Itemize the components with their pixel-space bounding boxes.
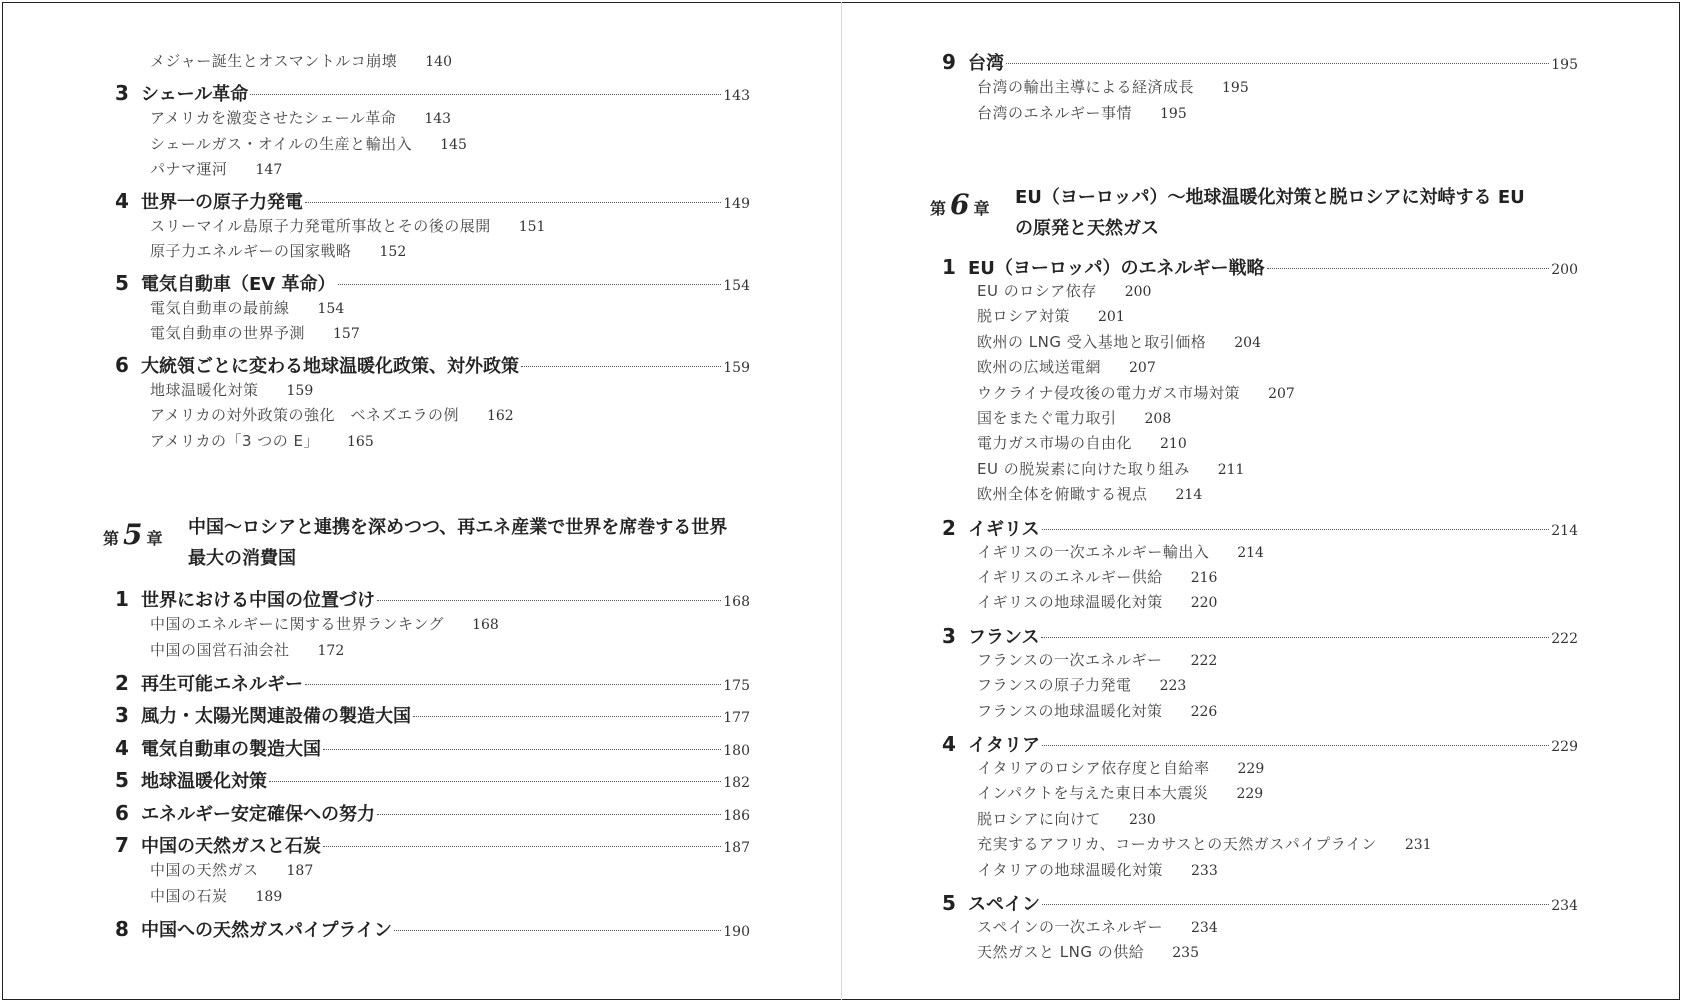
toc-section-entry[interactable] xyxy=(115,800,750,826)
section-number: 3 xyxy=(115,81,129,105)
section-page-number: 177 xyxy=(723,710,750,726)
subsection-title: フランスの原子力発電 xyxy=(977,676,1132,695)
subsection-page-number: 208 xyxy=(1144,411,1172,427)
subsection-page-number: 200 xyxy=(1124,284,1152,300)
section-number: 5 xyxy=(115,768,129,792)
chapter-label xyxy=(930,188,990,221)
subsection-title: 天然ガスと LNG の供給 xyxy=(977,943,1145,962)
toc-subsection-entry[interactable] xyxy=(977,649,1217,671)
subsection-title: シェールガス・オイルの生産と輸出入 xyxy=(150,134,413,153)
subsection-page-number: 165 xyxy=(347,433,374,450)
toc-subsection-entry[interactable] xyxy=(977,833,1432,855)
section-page-number: 229 xyxy=(1551,739,1578,755)
section-title: 中国への天然ガスパイプライン xyxy=(141,919,392,941)
toc-subsection-entry[interactable] xyxy=(977,407,1171,429)
toc-subsection-entry[interactable] xyxy=(977,757,1264,779)
toc-subsection-entry[interactable] xyxy=(150,322,360,344)
dot-leader xyxy=(250,94,721,95)
section-title: スペイン xyxy=(968,894,1040,915)
subsection-title: イギリスの一次エネルギー輸出入 xyxy=(977,542,1210,561)
toc-subsection-entry[interactable] xyxy=(977,541,1264,563)
section-number: 7 xyxy=(115,833,129,857)
subsection-page-number: 154 xyxy=(317,300,345,317)
subsection-page-number: 152 xyxy=(379,244,407,260)
subsection-page-number: 211 xyxy=(1217,461,1245,478)
toc-subsection-entry[interactable] xyxy=(977,941,1199,963)
section-page-number: 180 xyxy=(723,742,750,759)
section-page-number: 175 xyxy=(723,677,750,694)
section-number: 8 xyxy=(115,916,129,941)
subsection-title: 地球温暖化対策 xyxy=(150,380,259,399)
subsection-page-number: 233 xyxy=(1191,862,1218,879)
toc-subsection-entry[interactable] xyxy=(977,916,1218,938)
subsection-page-number: 234 xyxy=(1191,920,1218,936)
section-title: フランス xyxy=(968,626,1040,648)
toc-subsection-entry[interactable] xyxy=(977,808,1156,830)
section-number: 6 xyxy=(115,352,129,377)
section-page-number: 214 xyxy=(1551,522,1578,539)
chapter-prefix: 第 xyxy=(930,199,947,218)
section-page-number: 190 xyxy=(723,923,750,940)
section-title: EU（ヨーロッパ）のエネルギー戦略 xyxy=(968,258,1265,279)
toc-section-entry[interactable] xyxy=(115,188,750,214)
section-number: 3 xyxy=(942,623,956,648)
section-page-number: 200 xyxy=(1551,262,1578,278)
chapter-title xyxy=(188,512,748,574)
subsection-page-number: 220 xyxy=(1190,595,1218,612)
subsection-page-number: 195 xyxy=(1160,105,1187,122)
section-title: 再生可能エネルギー xyxy=(141,673,303,695)
section-title: イギリス xyxy=(968,518,1040,540)
subsection-title: イタリアのロシア依存度と自給率 xyxy=(977,759,1210,777)
toc-subsection-entry[interactable] xyxy=(977,280,1151,302)
subsection-page-number: 226 xyxy=(1190,703,1218,720)
section-number: 1 xyxy=(942,255,956,279)
subsection-page-number: 235 xyxy=(1172,945,1199,962)
toc-subsection-entry[interactable] xyxy=(977,591,1217,613)
subsection-title: 脱ロシア対策 xyxy=(977,307,1071,326)
toc-subsection-entry[interactable] xyxy=(977,674,1186,696)
subsection-title: 原子力エネルギーの国家戦略 xyxy=(150,242,352,260)
dot-leader xyxy=(1267,268,1550,269)
subsection-page-number: 157 xyxy=(333,326,360,342)
section-number: 5 xyxy=(115,270,129,295)
chapter-title xyxy=(1015,182,1575,244)
subsection-title: アメリカの対外政策の強化 ベネズエラの例 xyxy=(150,406,459,424)
subsection-page-number: 229 xyxy=(1236,786,1264,803)
dot-leader xyxy=(323,846,721,847)
subsection-title: 電気自動車の世界予測 xyxy=(150,324,306,342)
subsection-title: 国をまたぐ電力取引 xyxy=(977,409,1117,427)
subsection-title: 中国の国営石油会社 xyxy=(150,640,290,659)
chapter-label xyxy=(103,518,163,551)
dot-leader xyxy=(521,366,721,367)
dot-leader xyxy=(269,781,721,782)
subsection-page-number: 231 xyxy=(1404,837,1432,854)
section-number: 4 xyxy=(115,735,129,760)
section-page-number: 195 xyxy=(1551,57,1578,73)
subsection-title: 台湾の輸出主導による経済成長 xyxy=(977,78,1195,96)
section-page-number: 143 xyxy=(723,88,750,104)
toc-section-entry[interactable] xyxy=(115,767,750,793)
page-gutter xyxy=(841,2,842,1000)
subsection-page-number: 222 xyxy=(1190,652,1218,669)
subsection-title: スペインの一次エネルギー xyxy=(977,918,1164,936)
subsection-page-number: 216 xyxy=(1190,570,1218,586)
subsection-page-number: 223 xyxy=(1159,678,1187,695)
subsection-title: イタリアの地球温暖化対策 xyxy=(977,860,1164,879)
toc-subsection-entry[interactable] xyxy=(150,133,467,155)
section-number: 5 xyxy=(942,891,956,915)
toc-subsection-entry[interactable] xyxy=(977,432,1187,454)
chapter-number: 6 xyxy=(950,188,970,221)
dot-leader xyxy=(377,600,721,601)
subsection-title: 脱ロシアに向けて xyxy=(977,809,1102,828)
subsection-title: パナマ運河 xyxy=(150,160,228,178)
subsection-page-number: 159 xyxy=(286,382,314,399)
toc-section-entry[interactable] xyxy=(942,49,1578,75)
section-title: 世界における中国の位置づけ xyxy=(141,590,375,611)
toc-section-entry[interactable] xyxy=(115,270,750,296)
subsection-title: EU のロシア依存 xyxy=(977,282,1097,300)
toc-subsection-entry[interactable] xyxy=(150,158,282,180)
toc-subsection-entry[interactable] xyxy=(977,859,1218,881)
toc-subsection-entry[interactable] xyxy=(977,700,1217,722)
toc-section-entry[interactable] xyxy=(115,670,750,696)
subsection-title: イギリスの地球温暖化対策 xyxy=(977,593,1163,612)
section-title: 風力・太陽光関連設備の製造大国 xyxy=(141,706,411,727)
section-page-number: 182 xyxy=(723,775,750,791)
subsection-title: 欧州全体を俯瞰する視点 xyxy=(977,485,1148,504)
toc-subsection-entry[interactable] xyxy=(977,483,1202,505)
toc-subsection-entry[interactable] xyxy=(150,379,313,401)
toc-subsection-entry[interactable] xyxy=(977,305,1125,327)
toc-section-entry[interactable] xyxy=(115,586,750,612)
subsection-page-number: 151 xyxy=(518,218,546,235)
dot-leader xyxy=(1006,63,1549,64)
chapter-suffix: 章 xyxy=(146,529,163,548)
toc-subsection-entry[interactable] xyxy=(977,356,1156,378)
section-title: 電気自動車（EV 革命） xyxy=(141,273,336,295)
toc-subsection-entry[interactable] xyxy=(150,215,545,237)
toc-section-entry[interactable] xyxy=(115,702,750,728)
toc-subsection-entry[interactable] xyxy=(150,885,282,907)
dot-leader xyxy=(305,202,721,203)
subsection-page-number: 168 xyxy=(472,617,499,633)
section-title: エネルギー安定確保への努力 xyxy=(141,803,375,825)
section-title: 台湾 xyxy=(968,53,1004,74)
subsection-page-number: 201 xyxy=(1098,309,1125,326)
section-number: 3 xyxy=(115,703,129,727)
chapter-number: 5 xyxy=(123,518,143,551)
subsection-page-number: 172 xyxy=(317,642,345,659)
section-number: 4 xyxy=(942,732,956,756)
toc-subsection-entry[interactable] xyxy=(977,76,1249,98)
toc-subsection-entry[interactable] xyxy=(150,859,313,881)
section-number: 6 xyxy=(115,800,129,825)
toc-subsection-entry[interactable] xyxy=(150,107,451,129)
section-number: 1 xyxy=(115,587,129,611)
section-page-number: 186 xyxy=(723,807,750,824)
subsection-title: 中国のエネルギーに関する世界ランキング xyxy=(150,615,445,633)
dot-leader xyxy=(413,716,721,717)
subsection-page-number: 162 xyxy=(486,408,514,424)
subsection-title: ウクライナ侵攻後の電力ガス市場対策 xyxy=(977,383,1241,402)
subsection-title: 欧州の LNG 受入基地と取引価格 xyxy=(977,332,1207,351)
section-number: 2 xyxy=(115,670,129,695)
section-number: 9 xyxy=(942,50,956,74)
subsection-title: インパクトを与えた東日本大震災 xyxy=(977,784,1209,803)
section-page-number: 159 xyxy=(723,359,750,376)
subsection-title: スリーマイル島原子力発電所事故とその後の展開 xyxy=(150,216,491,235)
section-title: 世界一の原子力発電 xyxy=(141,191,303,213)
toc-section-entry[interactable] xyxy=(115,916,750,942)
dot-leader xyxy=(305,684,721,685)
subsection-page-number: 195 xyxy=(1222,80,1249,96)
section-number: 2 xyxy=(942,515,956,540)
toc-section-entry[interactable] xyxy=(942,254,1578,280)
subsection-page-number: 145 xyxy=(440,136,467,153)
toc-subsection-entry[interactable] xyxy=(150,404,514,426)
toc-subsection-entry[interactable] xyxy=(977,331,1261,353)
section-number: 4 xyxy=(115,188,129,213)
dot-leader xyxy=(377,814,721,815)
section-page-number: 222 xyxy=(1551,630,1578,647)
toc-subsection-entry[interactable] xyxy=(977,458,1244,480)
subsection-title: 中国の石炭 xyxy=(150,886,228,905)
chapter-title-line2: の原発と天然ガス xyxy=(1015,218,1159,239)
dot-leader xyxy=(1042,904,1549,905)
subsection-title: フランスの地球温暖化対策 xyxy=(977,701,1163,720)
toc-subsection-entry[interactable] xyxy=(977,566,1217,588)
section-page-number: 149 xyxy=(723,195,750,212)
subsection-title: 電力ガス市場の自由化 xyxy=(977,434,1133,453)
subsection-page-number: 230 xyxy=(1129,811,1156,828)
section-page-number: 154 xyxy=(723,277,750,294)
subsection-title: アメリカを激変させたシェール革命 xyxy=(150,109,397,127)
toc-section-entry[interactable] xyxy=(115,80,750,106)
subsection-title: アメリカの「3 つの E」 xyxy=(150,431,320,450)
subsection-page-number: 147 xyxy=(255,162,283,178)
dot-leader xyxy=(1042,745,1549,746)
subsection-title: 充実するアフリカ、コーカサスとの天然ガスパイプライン xyxy=(977,835,1377,854)
section-title: 中国の天然ガスと石炭 xyxy=(141,836,321,857)
toc-subsection-entry[interactable] xyxy=(150,240,406,262)
toc-subsection-entry[interactable] xyxy=(977,382,1295,404)
toc-section-entry[interactable] xyxy=(942,623,1578,649)
toc-subsection-entry[interactable] xyxy=(150,613,499,635)
toc-subsection-entry[interactable] xyxy=(150,297,344,319)
subsection-title: イギリスのエネルギー供給 xyxy=(977,568,1163,586)
subsection-page-number: 143 xyxy=(424,111,452,127)
subsection-title: EU の脱炭素に向けた取り組み xyxy=(977,459,1190,478)
subsection-page-number: 187 xyxy=(286,863,314,879)
section-title: シェール革命 xyxy=(141,84,249,105)
toc-section-entry[interactable] xyxy=(115,735,750,761)
toc-section-entry[interactable] xyxy=(115,352,750,378)
subsection-page-number: 189 xyxy=(255,888,283,905)
section-page-number: 168 xyxy=(723,594,750,610)
chapter-title-line1: EU（ヨーロッパ）～地球温暖化対策と脱ロシアに対峙する EU xyxy=(1015,187,1525,208)
subsection-title: 欧州の広域送電網 xyxy=(977,358,1102,377)
subsection-page-number: 207 xyxy=(1268,385,1295,402)
toc-subsection-entry[interactable] xyxy=(977,782,1263,804)
dot-leader xyxy=(338,284,722,285)
section-page-number: 234 xyxy=(1551,898,1578,914)
subsection-page-number: 214 xyxy=(1237,544,1264,561)
toc-subsection-entry[interactable] xyxy=(150,430,374,452)
toc-section-entry[interactable] xyxy=(115,832,750,858)
toc-subsection-entry[interactable] xyxy=(150,50,452,72)
subsection-title: 中国の天然ガス xyxy=(150,861,259,879)
dot-leader xyxy=(323,749,721,750)
chapter-suffix: 章 xyxy=(973,199,990,218)
toc-subsection-entry[interactable] xyxy=(977,102,1187,124)
chapter-title-line1: 中国～ロシアと連携を深めつつ、再エネ産業で世界を席巻する世界 xyxy=(188,517,728,538)
subsection-title: メジャー誕生とオスマントルコ崩壊 xyxy=(150,52,398,70)
chapter-title-line2: 最大の消費国 xyxy=(188,548,296,569)
dot-leader xyxy=(1041,637,1549,638)
subsection-page-number: 229 xyxy=(1237,761,1265,777)
subsection-page-number: 140 xyxy=(425,54,452,70)
toc-section-entry[interactable] xyxy=(942,731,1578,757)
subsection-page-number: 204 xyxy=(1234,334,1261,351)
section-title: 地球温暖化対策 xyxy=(141,771,267,792)
section-title: 電気自動車の製造大国 xyxy=(141,738,321,760)
dot-leader xyxy=(394,930,721,931)
section-title: 大統領ごとに変わる地球温暖化政策、対外政策 xyxy=(141,355,519,377)
section-title: イタリア xyxy=(968,735,1040,756)
section-page-number: 187 xyxy=(723,840,750,856)
toc-subsection-entry[interactable] xyxy=(150,639,344,661)
subsection-page-number: 214 xyxy=(1175,487,1203,504)
subsection-page-number: 207 xyxy=(1129,360,1156,377)
subsection-title: フランスの一次エネルギー xyxy=(977,650,1163,669)
toc-section-entry[interactable] xyxy=(942,515,1578,541)
subsection-title: 電気自動車の最前線 xyxy=(150,298,290,317)
subsection-page-number: 210 xyxy=(1160,436,1187,453)
subsection-title: 台湾のエネルギー事情 xyxy=(977,103,1133,122)
toc-section-entry[interactable] xyxy=(942,890,1578,916)
dot-leader xyxy=(1042,529,1550,530)
chapter-prefix: 第 xyxy=(103,529,120,548)
